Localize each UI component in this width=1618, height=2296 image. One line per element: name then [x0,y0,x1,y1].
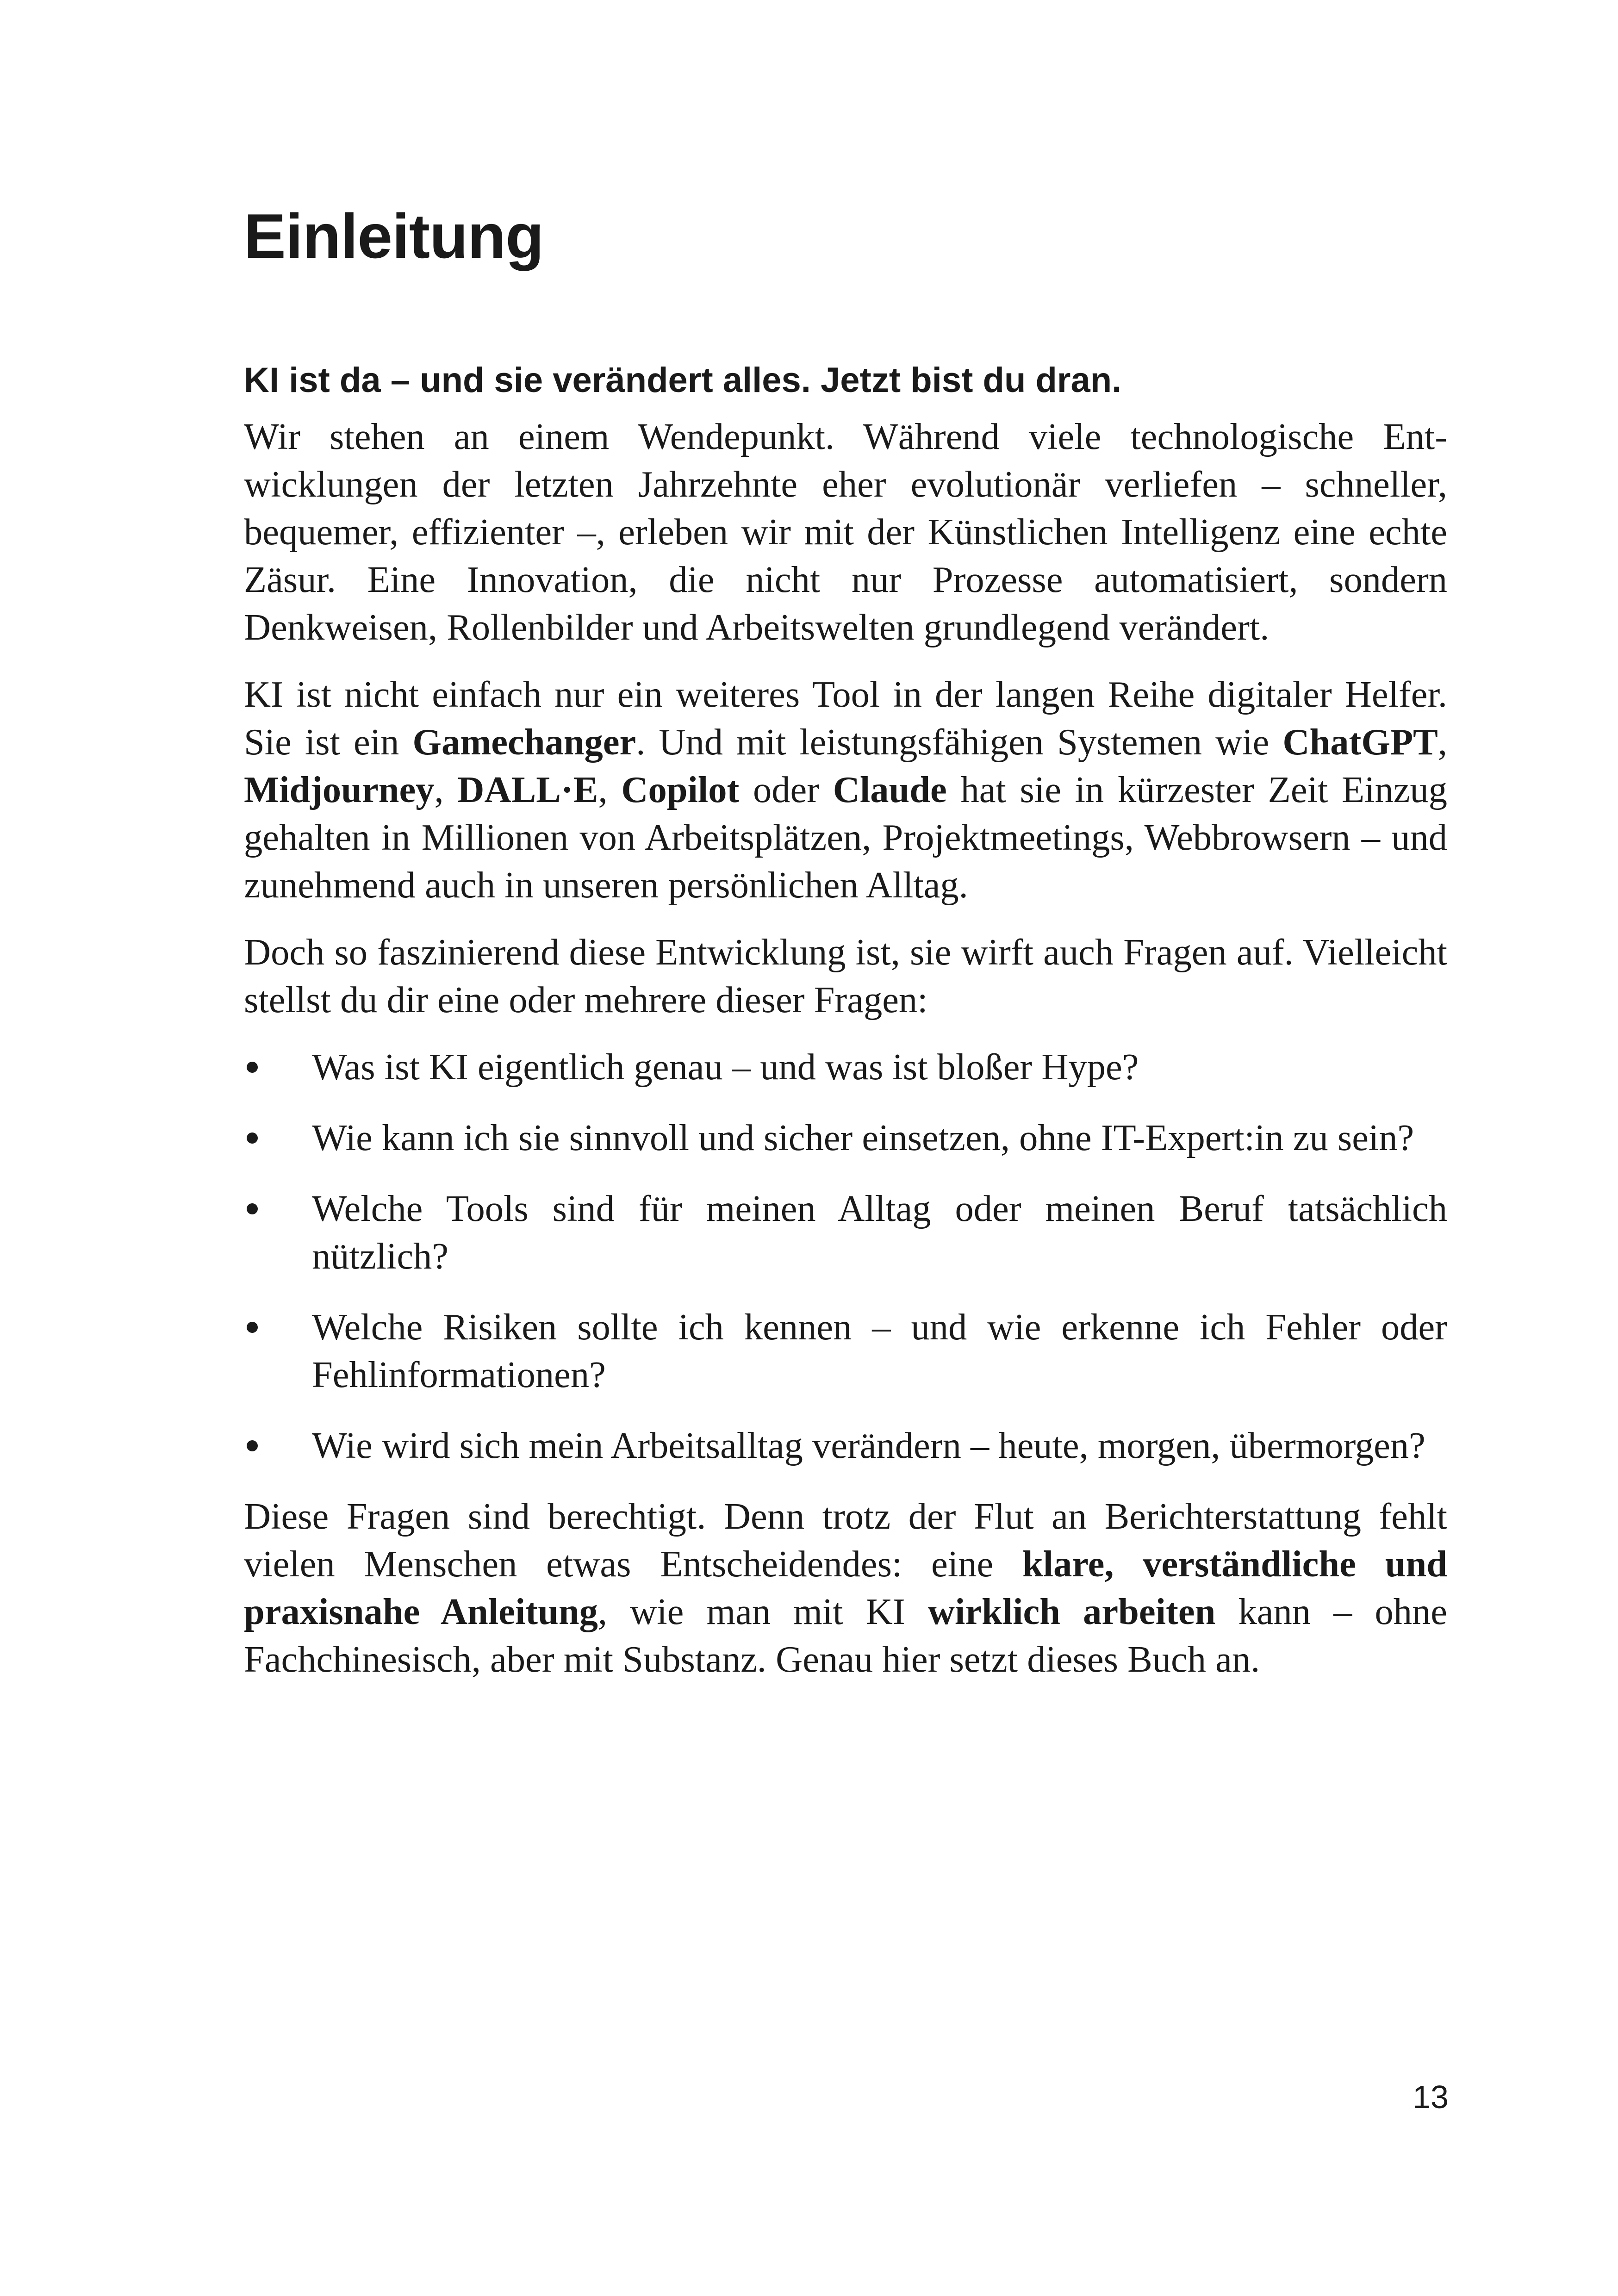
bullet-icon [247,1062,258,1073]
question-item [244,1114,1447,1162]
text-run: , [598,769,622,810]
text-run: hat sie in kürzester Zeit Einzug gehalten in Millionen von Arbeitsplätzen, Projektmeetings, Webbrowsern – und zunehmend auch in unseren persönlichen Alltag. [244,769,1448,906]
question-item [244,1422,1447,1469]
bold-chatgpt: ChatGPT [1282,722,1438,763]
bold-midjourney: Midjourney [244,769,435,810]
bold-dalle: DALL·E [457,769,598,810]
bold-guide: klare, verständliche und praxisnahe Anleitung [244,1543,1447,1632]
text-run: oder [739,769,833,810]
bold-gamechanger: Gamechanger [412,722,636,763]
question-item [244,1185,1447,1280]
bullet-icon [247,1440,258,1451]
question-text: Was ist KI eigentlich genau – und was ist bloßer Hype? [312,1046,1139,1088]
text-run: KI ist nicht einfach nur ein weiteres Tool in der langen Reihe digitaler Helfer. Sie ist ein [244,674,1447,763]
text-run: . Und mit leistungsfähigen Systemen wie [636,722,1283,763]
bold-copilot: Copilot [621,769,740,810]
question-item [244,1043,1447,1091]
question-text: Welche Risiken sollte ich kennen – und wie erkenne ich Fehler oder Fehlinformationen? [312,1307,1447,1395]
paragraph-questions-intro: Doch so faszinierend diese Entwicklung ist, sie wirft auch Fragen auf. Vielleicht stellst du dir eine oder mehrere dieser Fragen: [244,932,1447,1020]
question-text: Wie kann ich sie sinnvoll und sicher einsetzen, ohne IT-Expert:in zu sein? [312,1117,1414,1158]
bold-claude: Claude [833,769,947,810]
paragraph-tools [244,671,1447,909]
bold-work: wirklich arbeiten [927,1591,1216,1632]
page-content [244,199,1447,1703]
question-list [244,1043,1447,1469]
bullet-icon [247,1203,258,1214]
question-item [244,1303,1447,1399]
paragraph-intro: Wir stehen an einem Wendepunkt. Während viele technologische Entwicklungen der letzten Jahrzehnte eher evolutionär verliefen – schneller, bequemer, effizienter –, erleben wir mit der Künstlichen Intelligenz eine echte Zäsur. Eine Innovation, die nicht nur Prozesse automatisiert, sondern Denkweisen, Rollenbilder und Arbeitswelten grundlegend verändert. [244,416,1447,648]
chapter-title: Einleitung [244,201,544,271]
bullet-icon [247,1132,258,1144]
text-run: , wie man mit KI [597,1591,928,1632]
text-run: Diese Fragen sind berechtigt. Denn trotz der Flut an Berichterstattung fehlt vielen Menschen etwas Entscheidendes: eine [244,1496,1447,1585]
chapter-subtitle: KI ist da – und sie verändert alles. Jetzt bist du dran. [244,361,1122,400]
bullet-icon [247,1322,258,1333]
question-text: Welche Tools sind für meinen Alltag oder meinen Beruf tatsächlich nützlich? [312,1188,1447,1277]
text-run: kann – ohne Fachchinesisch, aber mit Substanz. Genau hier setzt dieses Buch an. [244,1591,1447,1680]
question-text: Wie wird sich mein Arbeitsalltag verändern – heute, morgen, übermorgen? [312,1425,1425,1466]
text-run: , [1438,722,1447,763]
page-number: 13 [1413,2079,1449,2115]
text-run: , [434,769,458,810]
paragraph-conclusion [244,1493,1447,1683]
